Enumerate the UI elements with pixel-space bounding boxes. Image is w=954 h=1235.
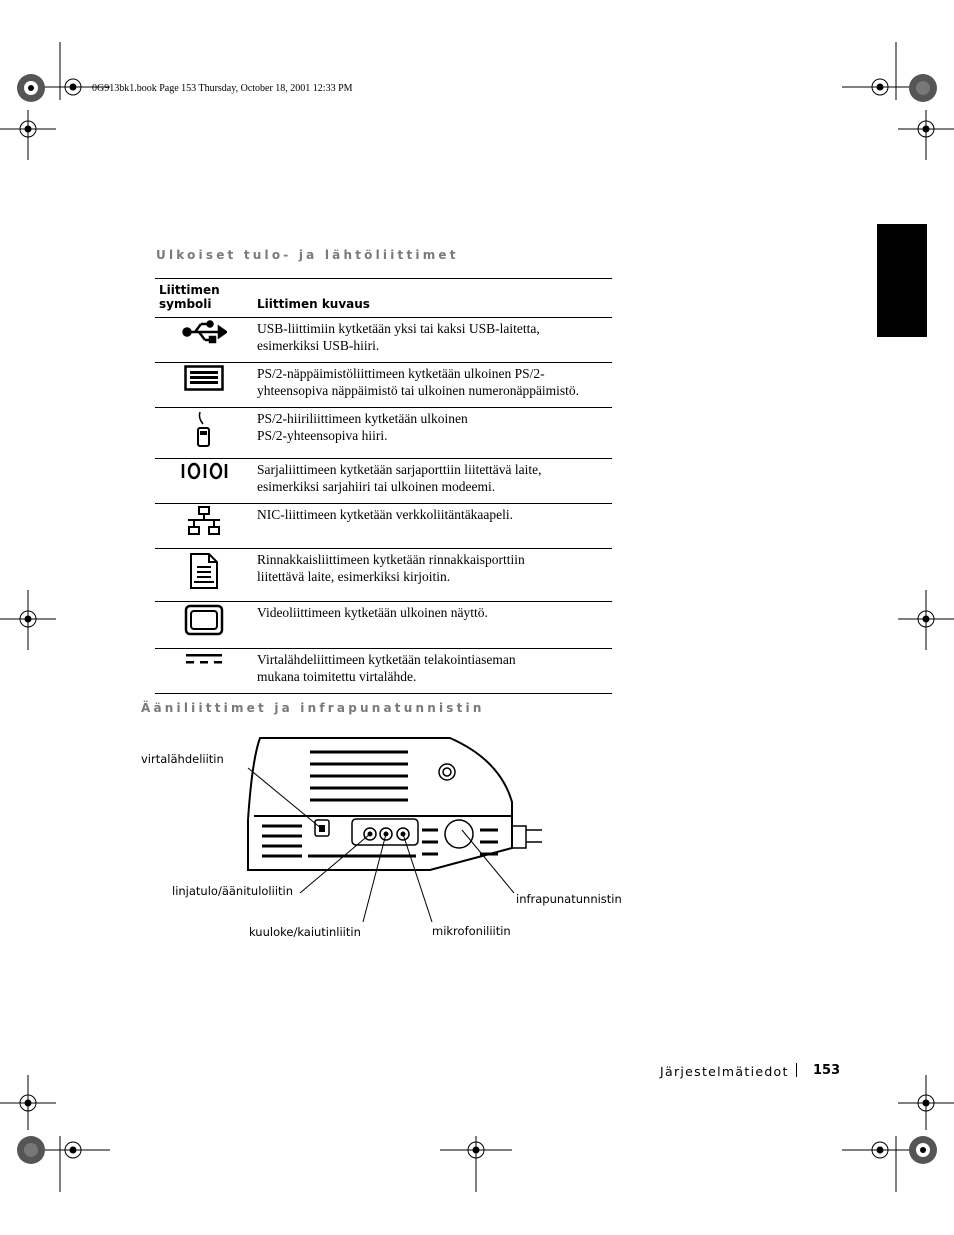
row-text-line2: yhteensopiva näppäimistö tai ulkoinen numeronäppäimistö. [257, 383, 580, 398]
label-power-connector: virtalähdeliitin [141, 752, 224, 766]
page-number: 153 [813, 1063, 841, 1078]
row-text-line2: esimerkiksi USB-hiiri. [257, 338, 380, 353]
row-text-line1: Sarjaliittimeen kytketään sarjaporttiin liitettävä laite, [257, 462, 542, 477]
footer-divider [796, 1063, 797, 1077]
label-microphone: mikrofoniliitin [432, 924, 511, 938]
print-header: 0G913bk1.book Page 153 Thursday, October 18, 2001 12:33 PM [92, 83, 353, 94]
row-text-line1: Virtalähdeliittimeen kytketään telakointiaseman [257, 652, 516, 667]
header-description: Liittimen kuvaus [257, 297, 370, 311]
row-text-line2: mukana toimitettu virtalähde. [257, 669, 417, 684]
row-text-line1: PS/2-näppäimistöliittimeen kytketään ulkoinen PS/2- [257, 366, 545, 381]
row-text-line1: Videoliittimeen kytketään ulkoinen näyttö. [257, 605, 488, 620]
row-text-line1: USB-liittimiin kytketään yksi tai kaksi USB-laitetta, [257, 321, 540, 336]
label-headphone: kuuloke/kaiutinliitin [249, 925, 361, 939]
row-text-line2: liitettävä laite, esimerkiksi kirjoitin. [257, 569, 451, 584]
header-symbol-line2: symboli [159, 297, 212, 311]
row-text-line1: NIC-liittimeen kytketään verkkoliitäntäkaapeli. [257, 507, 514, 522]
label-infrared: infrapunatunnistin [516, 892, 622, 906]
row-text-line1: Rinnakkaisliittimeen kytketään rinnakkaisporttiin [257, 552, 525, 567]
header-symbol-line1: Liittimen [159, 283, 220, 297]
label-line-in: linjatulo/äänituloliitin [172, 884, 294, 898]
section-title-audio: Ääniliittimet ja infrapunatunnistin [141, 701, 485, 715]
row-text-line2: esimerkiksi sarjahiiri tai ulkoinen modeemi. [257, 479, 496, 494]
footer-title: Järjestelmätiedot [660, 1064, 789, 1079]
row-text-line1: PS/2-hiiriliittimeen kytketään ulkoinen [257, 411, 468, 426]
row-text-line2: PS/2-yhteensopiva hiiri. [257, 428, 388, 443]
section-title-connectors: Ulkoiset tulo- ja lähtöliittimet [156, 248, 459, 262]
